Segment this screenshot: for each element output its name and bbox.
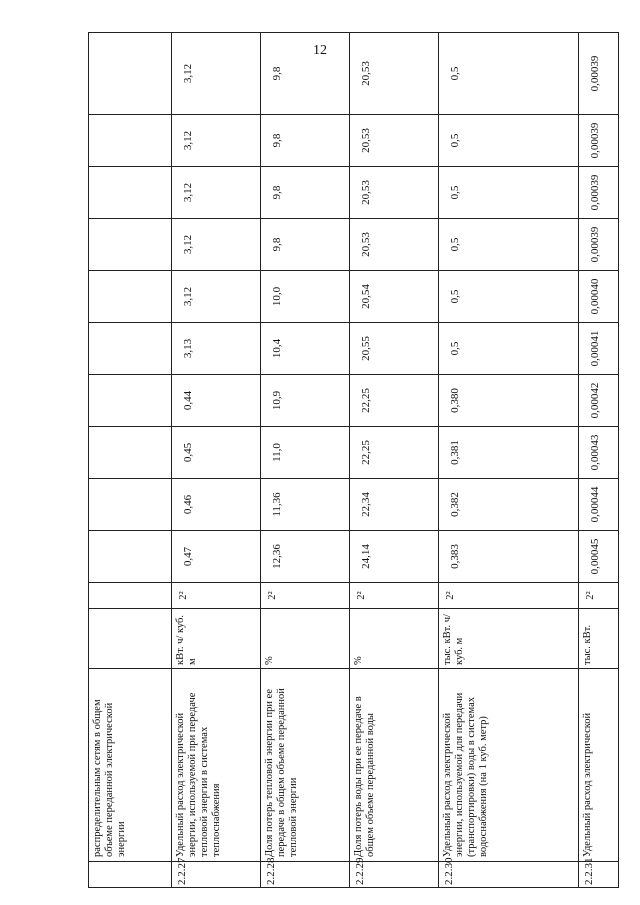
value-cell: 3,12 bbox=[172, 219, 261, 271]
value-cell: 24,14 bbox=[350, 531, 439, 583]
value-cell: 0,380 bbox=[439, 375, 579, 427]
value-cell: 0,47 bbox=[172, 531, 261, 583]
value-cell: 0,00045 bbox=[579, 531, 619, 583]
table-row bbox=[579, 33, 619, 888]
value-cell: 20,53 bbox=[350, 33, 439, 115]
value-cell bbox=[89, 479, 172, 531]
value-cell bbox=[89, 427, 172, 479]
page-number: 12 bbox=[313, 43, 327, 58]
indicators-table bbox=[88, 32, 619, 888]
unit-cell: кВт. ч/ куб. м bbox=[172, 609, 261, 669]
value-cell: 20,54 bbox=[350, 271, 439, 323]
value-cell: 0,00039 bbox=[579, 115, 619, 167]
value-cell: 9,8 bbox=[261, 33, 350, 115]
value-cell: 0,00039 bbox=[579, 33, 619, 115]
value-cell: 3,12 bbox=[172, 271, 261, 323]
mark-cell bbox=[89, 583, 172, 609]
value-cell: 0,00040 bbox=[579, 271, 619, 323]
unit-cell: % bbox=[350, 609, 439, 669]
value-cell bbox=[89, 531, 172, 583]
value-cell: 0,5 bbox=[439, 115, 579, 167]
value-cell: 0,45 bbox=[172, 427, 261, 479]
value-cell: 3,12 bbox=[172, 33, 261, 115]
value-cell: 9,8 bbox=[261, 167, 350, 219]
indicator-name: Удельный расход электрической энергии, используемой при передаче тепловой энергии в системах теплоснабжения bbox=[172, 669, 261, 862]
value-cell: 0,00041 bbox=[579, 323, 619, 375]
value-cell: 20,53 bbox=[350, 167, 439, 219]
row-code: 2.2.28 bbox=[261, 862, 350, 888]
value-cell: 3,12 bbox=[172, 167, 261, 219]
value-cell: 10,9 bbox=[261, 375, 350, 427]
value-cell: 3,12 bbox=[172, 115, 261, 167]
unit-cell bbox=[89, 609, 172, 669]
value-cell: 0,5 bbox=[439, 271, 579, 323]
value-cell: 11,36 bbox=[261, 479, 350, 531]
rotated-table bbox=[88, 55, 618, 888]
table-row bbox=[350, 33, 439, 888]
mark-cell: 2² bbox=[579, 583, 619, 609]
value-cell: 22,25 bbox=[350, 375, 439, 427]
unit-cell: тыс. кВт. bbox=[579, 609, 619, 669]
value-cell bbox=[89, 375, 172, 427]
value-cell: 0,382 bbox=[439, 479, 579, 531]
value-cell: 0,381 bbox=[439, 427, 579, 479]
row-code bbox=[89, 862, 172, 888]
value-cell: 20,53 bbox=[350, 219, 439, 271]
mark-cell: 2² bbox=[261, 583, 350, 609]
indicator-name: Удельный расход электрической энергии, используемой для передачи (транспортировки) воды в системах водоснабжения (на 1 куб. метр) bbox=[439, 669, 579, 862]
row-code: 2.2.29 bbox=[350, 862, 439, 888]
unit-cell: тыс. кВт. ч/ куб. м bbox=[439, 609, 579, 669]
indicator-name: распределительным сетям в общем объеме переданной электрической энергии bbox=[89, 669, 172, 862]
value-cell bbox=[89, 167, 172, 219]
table-container bbox=[88, 55, 618, 888]
unit-cell: % bbox=[261, 609, 350, 669]
value-cell bbox=[89, 33, 172, 115]
value-cell: 22,34 bbox=[350, 479, 439, 531]
value-cell: 20,55 bbox=[350, 323, 439, 375]
value-cell: 9,8 bbox=[261, 219, 350, 271]
row-code: 2.2.31 bbox=[579, 862, 619, 888]
value-cell: 0,00042 bbox=[579, 375, 619, 427]
table-row bbox=[172, 33, 261, 888]
mark-cell: 2² bbox=[172, 583, 261, 609]
table-row bbox=[261, 33, 350, 888]
mark-cell: 2² bbox=[439, 583, 579, 609]
value-cell: 3,13 bbox=[172, 323, 261, 375]
value-cell bbox=[89, 219, 172, 271]
mark-cell: 2² bbox=[350, 583, 439, 609]
value-cell: 11,0 bbox=[261, 427, 350, 479]
row-code: 2.2.27 bbox=[172, 862, 261, 888]
indicator-name: Удельный расход электрической bbox=[579, 669, 619, 862]
value-cell: 0,383 bbox=[439, 531, 579, 583]
value-cell: 12,36 bbox=[261, 531, 350, 583]
value-cell: 22,25 bbox=[350, 427, 439, 479]
value-cell: 0,5 bbox=[439, 33, 579, 115]
indicator-name: Доля потерь тепловой энергии при ее передаче в общем объеме переданной тепловой энергии bbox=[261, 669, 350, 862]
value-cell: 20,53 bbox=[350, 115, 439, 167]
value-cell: 10,0 bbox=[261, 271, 350, 323]
value-cell: 0,5 bbox=[439, 219, 579, 271]
table-row bbox=[89, 33, 172, 888]
value-cell: 0,00039 bbox=[579, 167, 619, 219]
value-cell: 0,00044 bbox=[579, 479, 619, 531]
value-cell: 0,5 bbox=[439, 167, 579, 219]
row-code: 2.2.30 bbox=[439, 862, 579, 888]
value-cell: 10,4 bbox=[261, 323, 350, 375]
value-cell bbox=[89, 271, 172, 323]
value-cell: 0,44 bbox=[172, 375, 261, 427]
value-cell: 0,46 bbox=[172, 479, 261, 531]
value-cell: 0,5 bbox=[439, 323, 579, 375]
value-cell: 0,00039 bbox=[579, 219, 619, 271]
value-cell: 0,00043 bbox=[579, 427, 619, 479]
value-cell bbox=[89, 323, 172, 375]
indicator-name: Доля потерь воды при ее передаче в общем объеме переданной воды bbox=[350, 669, 439, 862]
table-row bbox=[439, 33, 579, 888]
value-cell bbox=[89, 115, 172, 167]
value-cell: 9,8 bbox=[261, 115, 350, 167]
